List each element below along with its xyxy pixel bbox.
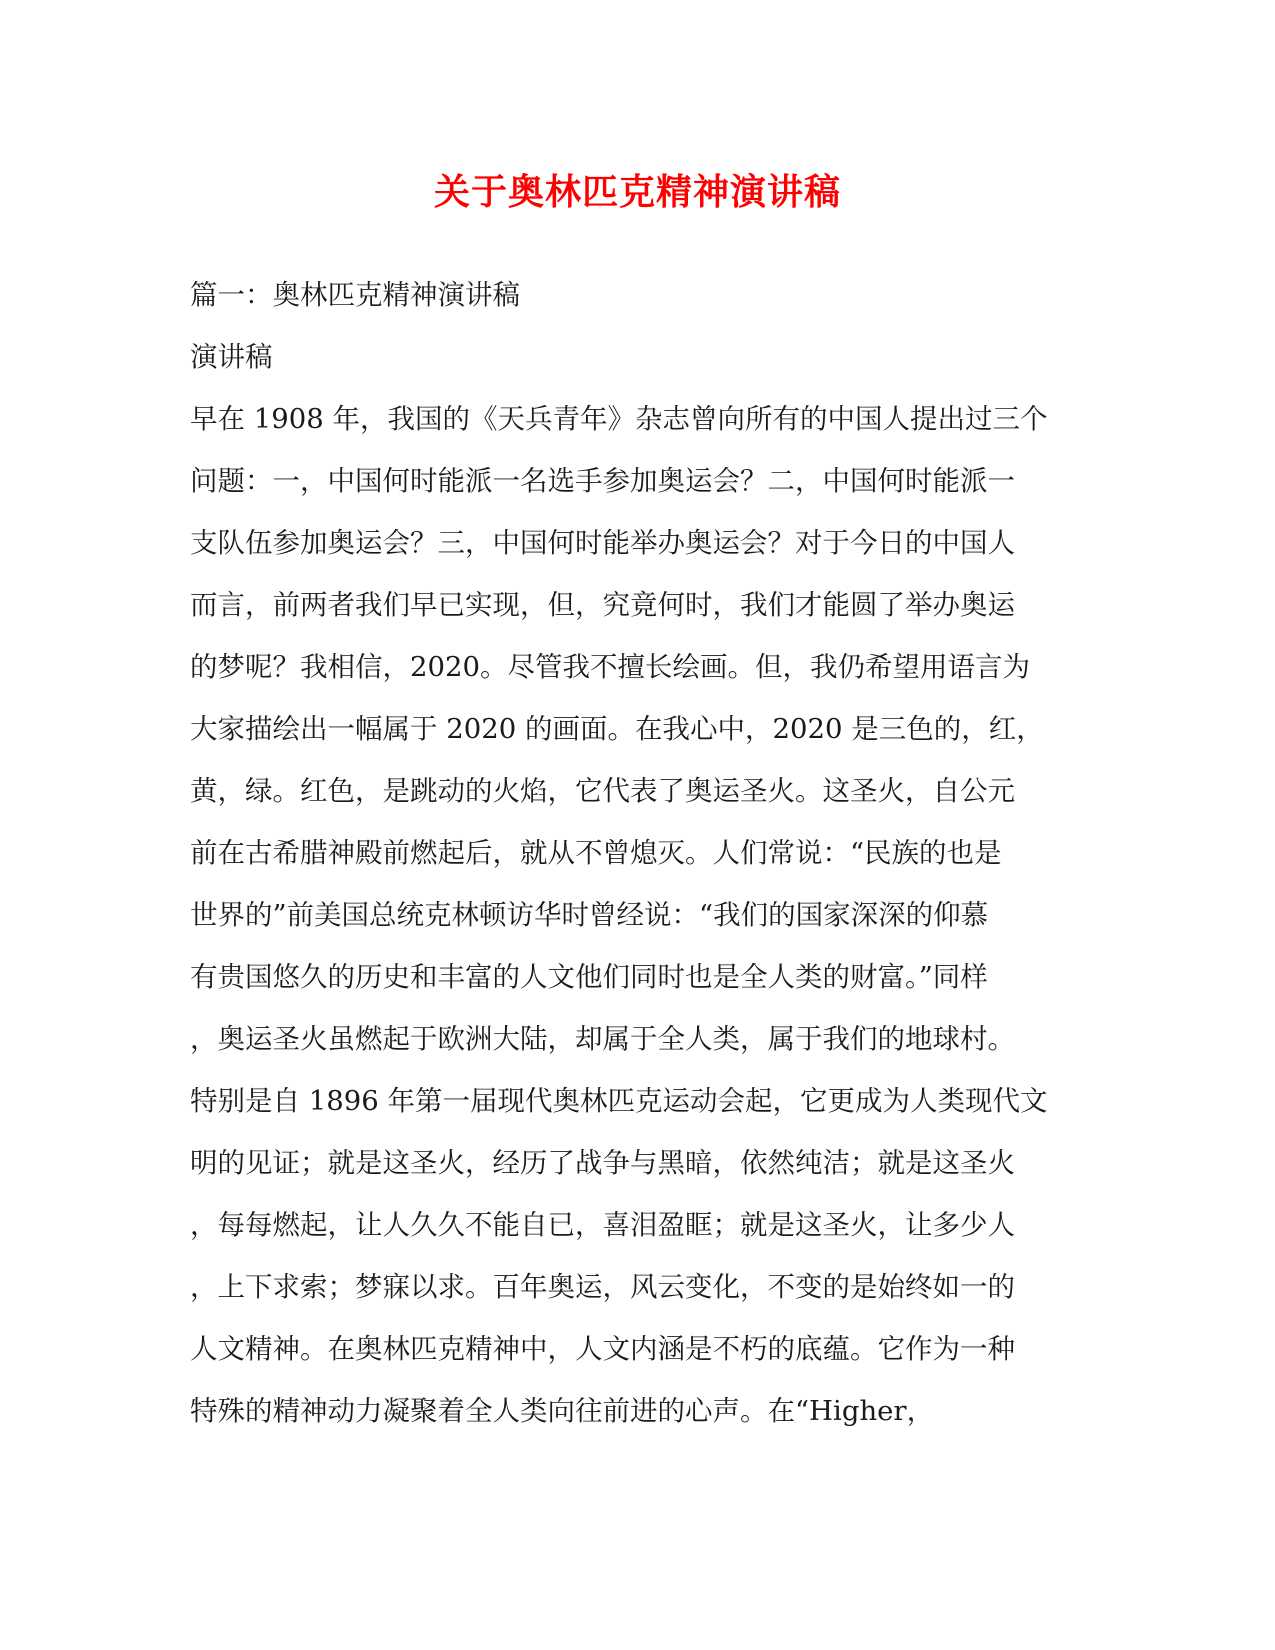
paragraph-line: 大家描绘出一幅属于 2020 的画面。在我心中，2020 是三色的，红， [190, 713, 1044, 745]
paragraph-line: 早在 1908 年，我国的《天兵青年》杂志曾向所有的中国人提出过三个 [190, 403, 1048, 435]
paragraph-line: 的梦呢？我相信，2020。尽管我不擅长绘画。但，我仍希望用语言为 [190, 651, 1030, 683]
paragraph-line: 特殊的精神动力凝聚着全人类向往前进的心声。在“Higher， [190, 1395, 935, 1427]
paragraph-line: 问题：一，中国何时能派一名选手参加奥运会？二，中国何时能派一 [190, 465, 1015, 497]
paragraph-line: 黄，绿。红色，是跳动的火焰，它代表了奥运圣火。这圣火，自公元 [190, 775, 1015, 807]
paragraph-line: ，每每燃起，让人久久不能自已，喜泪盈眶；就是这圣火，让多少人 [190, 1209, 1015, 1241]
paragraph-line: ，上下求索；梦寐以求。百年奥运，风云变化，不变的是始终如一的 [190, 1271, 1015, 1303]
paragraph-line: 明的见证；就是这圣火，经历了战争与黑暗，依然纯洁；就是这圣火 [190, 1147, 1015, 1179]
paragraph-line: 支队伍参加奥运会？三，中国何时能举办奥运会？对于今日的中国人 [190, 527, 1015, 559]
paragraph-line: ，奥运圣火虽燃起于欧洲大陆，却属于全人类，属于我们的地球村。 [190, 1023, 1015, 1055]
paragraph-line: 特别是自 1896 年第一届现代奥林匹克运动会起，它更成为人类现代文 [190, 1085, 1048, 1117]
paragraph-line: 人文精神。在奥林匹克精神中，人文内涵是不朽的底蕴。它作为一种 [190, 1333, 1015, 1365]
subheading: 演讲稿 [190, 341, 273, 373]
paragraph-line: 有贵国悠久的历史和丰富的人文他们同时也是全人类的财富。”同样 [190, 961, 988, 993]
section-heading: 篇一：奥林匹克精神演讲稿 [190, 279, 520, 311]
paragraph-line: 而言，前两者我们早已实现，但，究竟何时，我们才能圆了举办奥运 [190, 589, 1015, 621]
document-title: 关于奥林匹克精神演讲稿 [433, 171, 841, 213]
paragraph-line: 世界的”前美国总统克林顿访华时曾经说：“我们的国家深深的仰慕 [190, 899, 989, 931]
paragraph-line: 前在古希腊神殿前燃起后，就从不曾熄灭。人们常说：“民族的也是 [190, 837, 1002, 869]
